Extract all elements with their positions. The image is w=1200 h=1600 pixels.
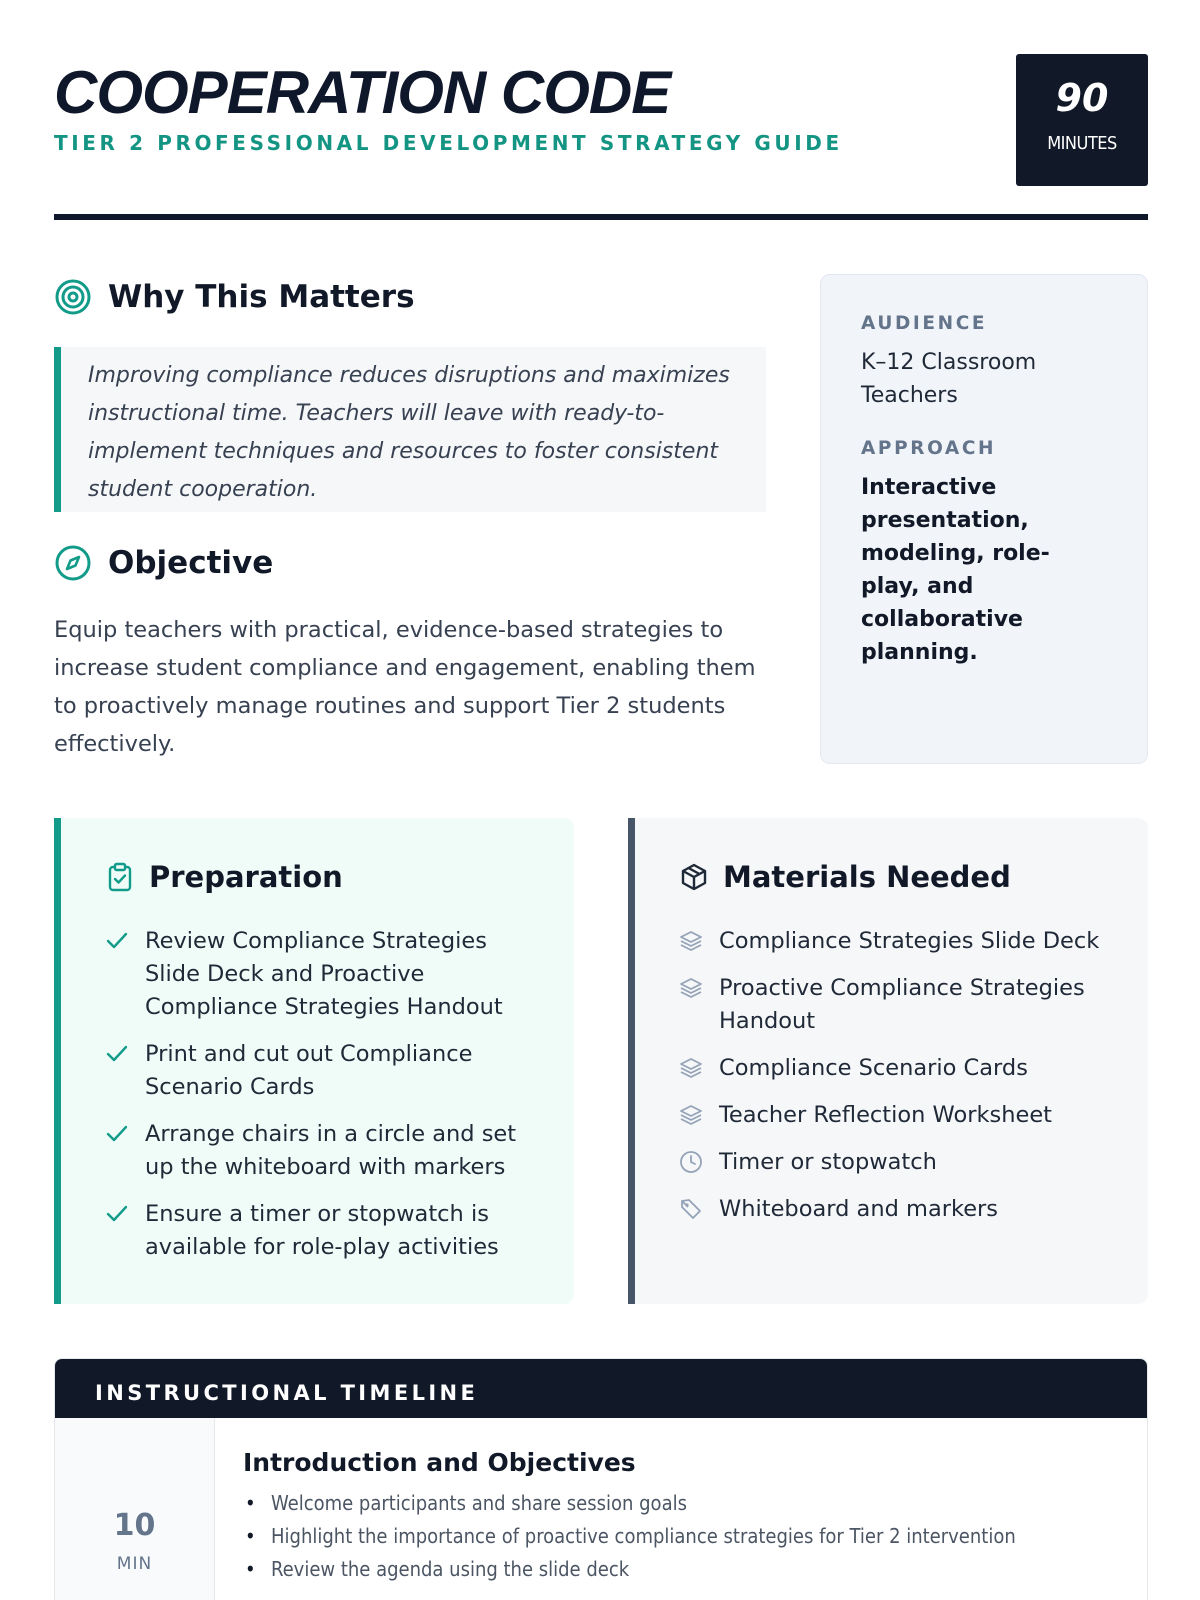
materials-item-label: Teacher Reflection Worksheet [719, 1102, 1052, 1128]
timeline-heading: INSTRUCTIONAL TIMELINE [55, 1359, 1147, 1418]
preparation-item-label: Review Compliance Strategies Slide Deck and Proactive Compliance Strategies Handout [145, 928, 503, 1020]
page-title: COOPERATION CODE [54, 59, 671, 126]
materials-item [679, 1052, 1119, 1085]
layers-icon [679, 976, 703, 1000]
instructional-timeline [54, 1358, 1148, 1600]
materials-heading: Materials Needed [723, 860, 1011, 894]
materials-item [679, 1146, 1119, 1179]
check-icon [105, 1202, 129, 1226]
target-icon [54, 278, 92, 316]
preparation-heading: Preparation [149, 860, 343, 894]
materials-section-heading [679, 860, 1011, 894]
audience-value: K–12 Classroom Teachers [861, 350, 1037, 408]
approach-value: Interactive presentation, modeling, role-play, and collaborative planning. [861, 475, 1050, 665]
duration-label: MINUTES [1047, 133, 1117, 154]
timeline-bullet: • Welcome participants and share session goals [243, 1487, 1123, 1520]
materials-item-label: Compliance Strategies Slide Deck [719, 928, 1100, 954]
materials-item-label: Proactive Compliance Strategies Handout [719, 975, 1085, 1034]
objective-heading: Objective [108, 545, 274, 581]
compass-icon [54, 544, 92, 582]
materials-item [679, 972, 1119, 1038]
clock-icon [679, 1150, 703, 1174]
timeline-duration-unit: MIN [116, 1554, 153, 1574]
clipboard-check-icon [105, 862, 135, 892]
header-divider [54, 214, 1148, 220]
materials-list [679, 925, 1119, 1240]
preparation-item-label: Ensure a timer or stopwatch is available for role-play activities [145, 1201, 499, 1260]
objective-section-heading [54, 544, 273, 582]
preparation-item [105, 1198, 545, 1264]
materials-item-label: Whiteboard and markers [719, 1196, 999, 1222]
layers-icon [679, 1056, 703, 1080]
layers-icon [679, 929, 703, 953]
page-header [54, 54, 1148, 219]
materials-item-label: Compliance Scenario Cards [719, 1055, 1028, 1081]
duration-value: 90 [1055, 76, 1109, 120]
materials-item [679, 1193, 1119, 1226]
preparation-item-label: Print and cut out Compliance Scenario Cards [145, 1041, 473, 1100]
timeline-bullet: • Review the agenda using the slide deck [243, 1553, 1123, 1586]
layers-icon [679, 1103, 703, 1127]
materials-item-label: Timer or stopwatch [719, 1149, 937, 1175]
preparation-card [54, 818, 574, 1304]
why-heading: Why This Matters [108, 279, 415, 315]
materials-item [679, 1099, 1119, 1132]
timeline-duration-value: 10 [113, 1508, 156, 1543]
timeline-bullet: • Highlight the importance of proactive compliance strategies for Tier 2 intervention [243, 1520, 1123, 1553]
why-quote: Improving compliance reduces disruptions and maximizes instructional time. Teachers will leave with ready-to-implement techniques and resources to foster consistent student cooperation. [54, 347, 766, 512]
duration-badge [1016, 54, 1148, 186]
preparation-list [105, 925, 545, 1278]
objective-text: Equip teachers with practical, evidence-based strategies to increase student compliance and engagement, enabling them to proactively manage routines and support Tier 2 students effectively. [54, 617, 756, 757]
box-icon [679, 862, 709, 892]
approach-label: APPROACH [861, 438, 997, 459]
timeline-duration [55, 1418, 215, 1600]
materials-card [628, 818, 1148, 1304]
session-info-card [820, 274, 1148, 764]
marker-icon [679, 1197, 703, 1221]
page-subtitle: TIER 2 PROFESSIONAL DEVELOPMENT STRATEGY GUIDE [54, 131, 843, 155]
preparation-section-heading [105, 860, 343, 894]
check-icon [105, 1122, 129, 1146]
check-icon [105, 1042, 129, 1066]
timeline-row [55, 1418, 1147, 1600]
timeline-bullets [243, 1487, 1123, 1586]
preparation-item-label: Arrange chairs in a circle and set up the whiteboard with markers [145, 1121, 517, 1180]
check-icon [105, 929, 129, 953]
timeline-content [243, 1448, 1123, 1586]
preparation-item [105, 1118, 545, 1184]
audience-label: AUDIENCE [861, 313, 988, 334]
materials-item [679, 925, 1119, 958]
preparation-item [105, 1038, 545, 1104]
timeline-title: Introduction and Objectives [243, 1448, 636, 1477]
why-section-heading [54, 278, 415, 316]
preparation-item [105, 925, 545, 1024]
